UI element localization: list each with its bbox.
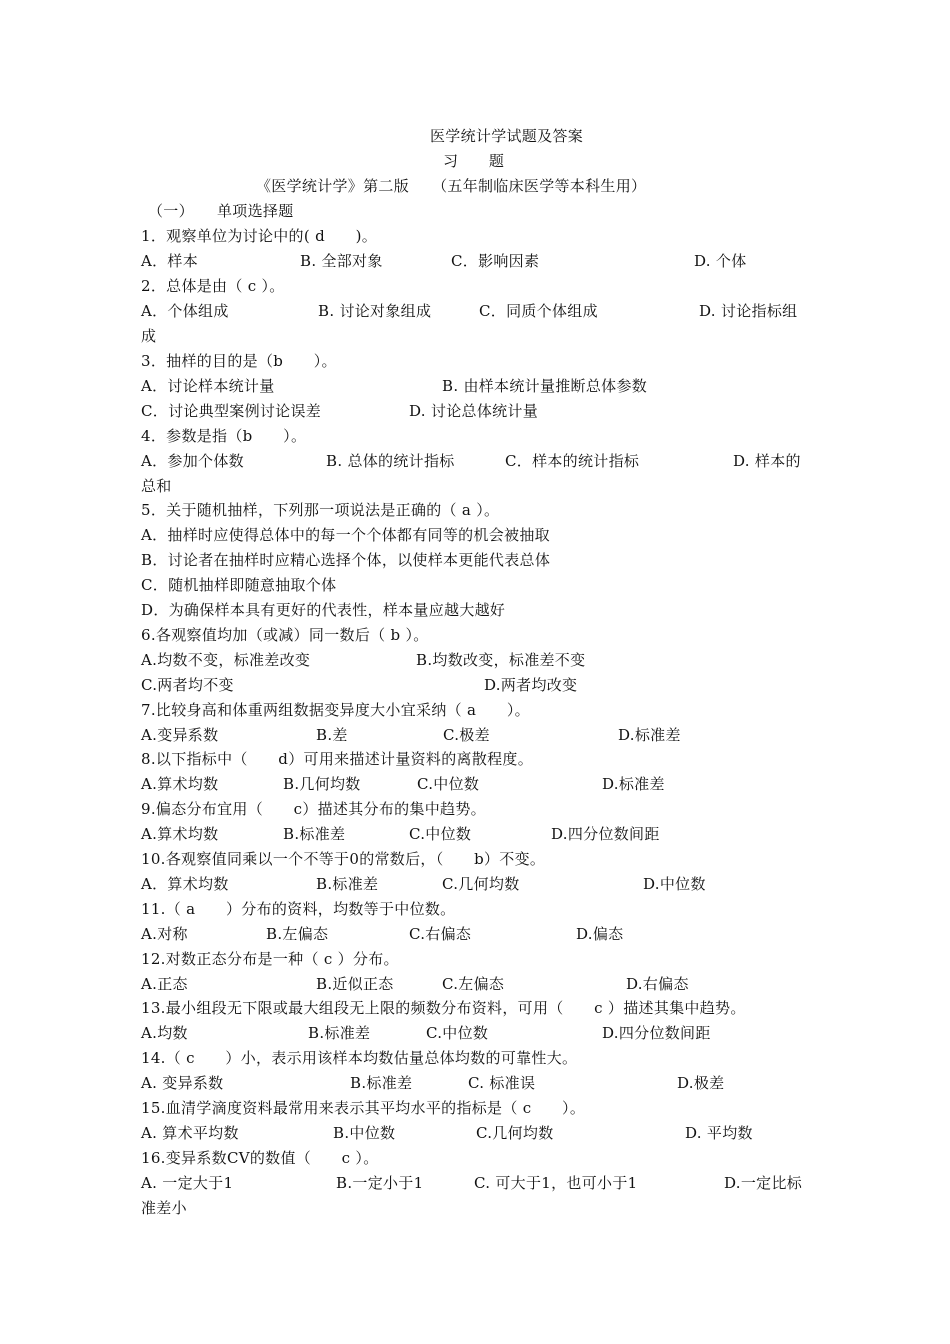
option-c: C.中位数 bbox=[409, 825, 472, 843]
option-d: D.极差 bbox=[677, 1074, 725, 1092]
option-d: D.四分位数间距 bbox=[602, 1024, 711, 1042]
option-b: B.标准差 bbox=[308, 1024, 371, 1042]
option-d: D.右偏态 bbox=[626, 975, 689, 993]
option-b: B.近似正态 bbox=[316, 975, 394, 993]
option-d: D.标准差 bbox=[618, 726, 681, 744]
option-a: A.正态 bbox=[141, 975, 188, 993]
option-d: D.偏态 bbox=[576, 925, 624, 943]
option-c: C.左偏态 bbox=[442, 975, 505, 993]
option-a: A．抽样时应使得总体中的每一个个体都有同等的机会被抽取 bbox=[141, 526, 550, 544]
option-c: C．样本的统计指标 bbox=[505, 452, 640, 470]
question-stem: 7.比较身高和体重两组数据变异度大小宜采纳（ a ）。 bbox=[141, 701, 530, 719]
option-continuation: 成 bbox=[141, 327, 157, 345]
option-a: A.变异系数 bbox=[141, 726, 219, 744]
section-heading: （一） 单项选择题 bbox=[148, 202, 294, 220]
question-stem: 1．观察单位为讨论中的( d )。 bbox=[141, 227, 378, 245]
option-d: D. 讨论指标组 bbox=[699, 302, 798, 320]
option-c: C.极差 bbox=[443, 726, 490, 744]
option-c: C. 标准误 bbox=[468, 1074, 536, 1092]
question-stem: 14.（ c ）小，表示用该样本均数估量总体均数的可靠性大。 bbox=[141, 1049, 578, 1067]
option-d: D．为确保样本具有更好的代表性，样本量应越大越好 bbox=[141, 601, 506, 619]
option-a: A．讨论样本统计量 bbox=[141, 377, 275, 395]
option-b: B.标准差 bbox=[283, 825, 346, 843]
document-subtitle: 习 题 bbox=[443, 152, 505, 170]
option-a: A. 一定大于1 bbox=[141, 1174, 234, 1192]
option-b: B.标准差 bbox=[316, 875, 379, 893]
option-b: B. 讨论对象组成 bbox=[318, 302, 432, 320]
option-a: A．算术均数 bbox=[141, 875, 229, 893]
option-a: A．参加个体数 bbox=[141, 452, 244, 470]
option-a: A．样本 bbox=[141, 252, 199, 270]
option-d: D. 样本的 bbox=[733, 452, 801, 470]
option-b: B.均数改变，标准差不变 bbox=[416, 651, 586, 669]
option-d: D.一定比标 bbox=[724, 1174, 803, 1192]
option-c: C.右偏态 bbox=[409, 925, 472, 943]
option-b: B．讨论者在抽样时应精心选择个体，以使样本更能代表总体 bbox=[141, 551, 551, 569]
question-stem: 13.最小组段无下限或最大组段无上限的频数分布资料，可用（ c ）描述其集中趋势。 bbox=[141, 999, 746, 1017]
option-d: D.四分位数间距 bbox=[551, 825, 660, 843]
option-c: C.几何均数 bbox=[476, 1124, 554, 1142]
option-c: C.中位数 bbox=[417, 775, 480, 793]
option-a: A.均数不变，标准差改变 bbox=[141, 651, 311, 669]
option-b: B.标准差 bbox=[350, 1074, 413, 1092]
option-d: D. 个体 bbox=[694, 252, 747, 270]
option-c: C．随机抽样即随意抽取个体 bbox=[141, 576, 337, 594]
option-b: B.中位数 bbox=[333, 1124, 396, 1142]
option-c: C.几何均数 bbox=[442, 875, 520, 893]
question-stem: 5．关于随机抽样，下列那一项说法是正确的（ a ）。 bbox=[141, 501, 500, 519]
option-b: B. 全部对象 bbox=[300, 252, 383, 270]
option-a: A.算术均数 bbox=[141, 825, 219, 843]
option-d: D. 讨论总体统计量 bbox=[409, 402, 539, 420]
option-c: C．讨论典型案例讨论误差 bbox=[141, 402, 322, 420]
question-stem: 9.偏态分布宜用（ c）描述其分布的集中趋势。 bbox=[141, 800, 486, 818]
option-d: D.中位数 bbox=[643, 875, 706, 893]
option-c: C. 可大于1，也可小于1 bbox=[474, 1174, 638, 1192]
option-a: A. 变异系数 bbox=[141, 1074, 224, 1092]
option-continuation: 总和 bbox=[141, 477, 172, 495]
option-d: D.两者均改变 bbox=[484, 676, 578, 694]
question-stem: 11.（ a ）分布的资料，均数等于中位数。 bbox=[141, 900, 456, 918]
question-stem: 4．参数是指（b ）。 bbox=[141, 427, 307, 445]
option-b: B.一定小于1 bbox=[336, 1174, 424, 1192]
option-b: B. 总体的统计指标 bbox=[326, 452, 455, 470]
question-stem: 10.各观察值同乘以一个不等于0的常数后，（ b）不变。 bbox=[141, 850, 546, 868]
option-a: A.算术均数 bbox=[141, 775, 219, 793]
question-stem: 12.对数正态分布是一种（ c ）分布。 bbox=[141, 950, 399, 968]
document-title: 医学统计学试题及答案 bbox=[430, 127, 584, 145]
question-stem: 16.变异系数CV的数值（ c ）。 bbox=[141, 1149, 379, 1167]
option-b: B.几何均数 bbox=[283, 775, 361, 793]
edition-line: 《医学统计学》第二版 （五年制临床医学等本科生用） bbox=[256, 177, 647, 195]
option-b: B. 由样本统计量推断总体参数 bbox=[442, 377, 648, 395]
option-a: A.均数 bbox=[141, 1024, 188, 1042]
question-stem: 6.各观察值均加（或减）同一数后（ b ）。 bbox=[141, 626, 429, 644]
question-stem: 3．抽样的目的是（b ）。 bbox=[141, 352, 337, 370]
question-stem: 2．总体是由（ c ）。 bbox=[141, 277, 285, 295]
option-b: B.左偏态 bbox=[266, 925, 329, 943]
option-c: C.中位数 bbox=[426, 1024, 489, 1042]
question-stem: 8.以下指标中（ d）可用来描述计量资料的离散程度。 bbox=[141, 750, 534, 768]
option-d: D.标准差 bbox=[602, 775, 665, 793]
option-c: C．同质个体组成 bbox=[479, 302, 598, 320]
option-c: C．影响因素 bbox=[451, 252, 540, 270]
option-c: C.两者均不变 bbox=[141, 676, 234, 694]
option-continuation: 准差小 bbox=[141, 1199, 187, 1217]
option-a: A．个体组成 bbox=[141, 302, 229, 320]
option-a: A.对称 bbox=[141, 925, 188, 943]
option-d: D. 平均数 bbox=[685, 1124, 753, 1142]
question-stem: 15.血清学滴度资料最常用来表示其平均水平的指标是（ c ）。 bbox=[141, 1099, 586, 1117]
option-a: A. 算术平均数 bbox=[141, 1124, 239, 1142]
option-b: B.差 bbox=[316, 726, 348, 744]
